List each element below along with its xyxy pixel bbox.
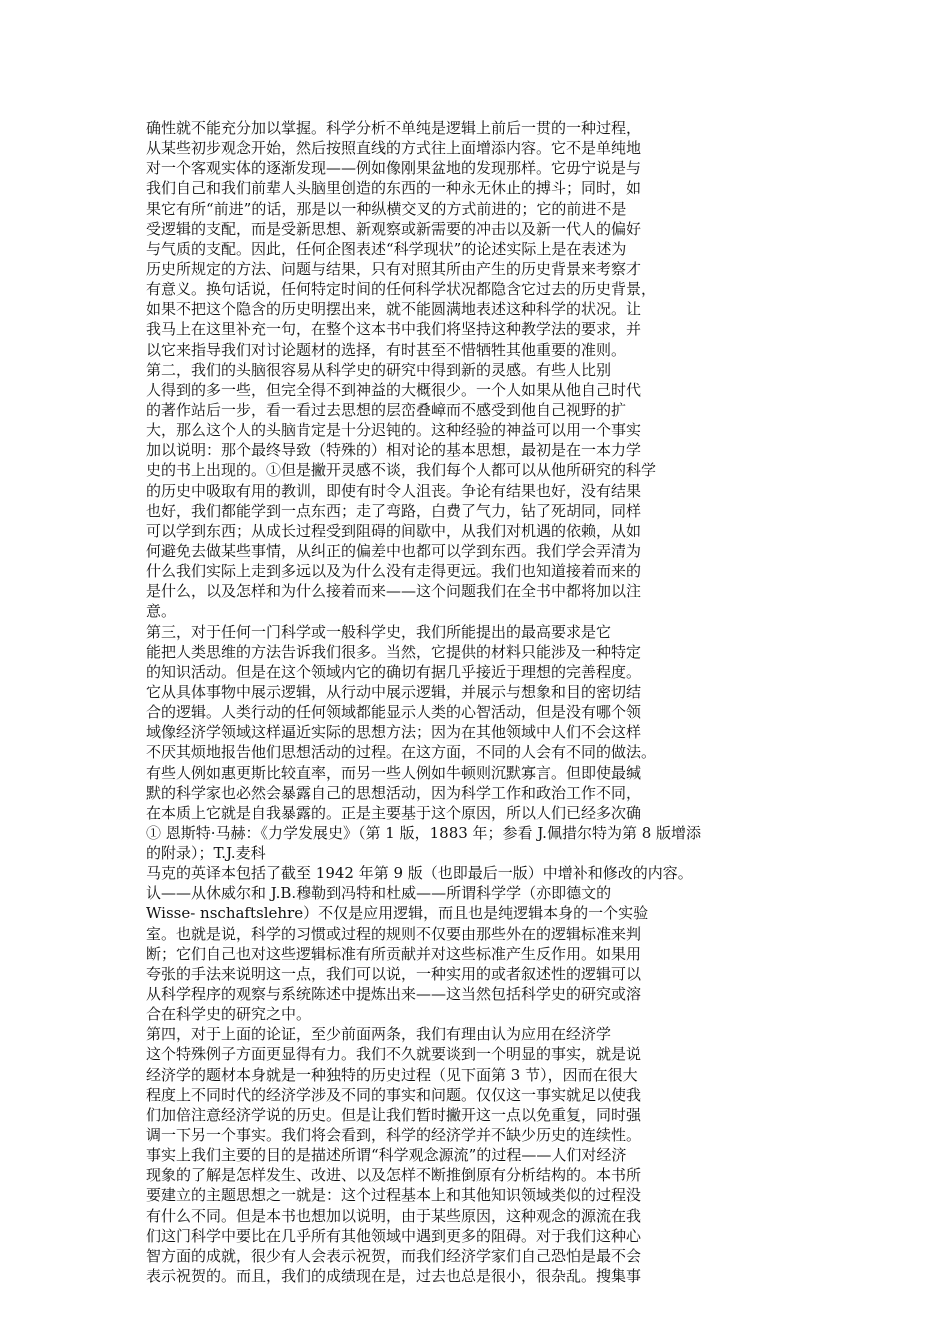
text-line: 何避免去做某些事情，从纠正的偏差中也都可以学到东西。我们学会弄清为 [146,541,642,560]
text-line: 第四，对于上面的论证，至少前面两条，我们有理由认为应用在经济学 [146,1025,612,1044]
text-line: 从某些初步观念开始，然后按照直线的方式往上面增添内容。它不是单纯地 [146,139,642,158]
text-line: 史的书上出现的。①但是撇开灵感不谈，我们每个人都可以从他所研究的科学 [146,461,657,480]
text-line: 现象的了解是怎样发生、改进、以及怎样不断推倒原有分析结构的。本书所 [146,1166,642,1185]
document-body [146,118,766,1306]
text-line: 确性就不能充分加以掌握。科学分析不单纯是逻辑上前后一贯的一种过程， [146,119,642,137]
text-line: 与气质的支配。因此，任何企图表述“科学现状”的论述实际上是在表述为 [146,239,627,258]
text-line: 能把人类思维的方法告诉我们很多。当然，它提供的材料只能涉及一种特定 [146,642,642,661]
text-line: 大，那么这个人的头脑肯定是十分迟钝的。这种经验的神益可以用一个事实 [146,421,642,440]
text-line: 对一个客观实体的逐渐发现——例如像刚果盆地的发现那样。它毋宁说是与 [146,159,642,178]
text-line: 合的逻辑。人类行动的任何领域都能显示人类的心智活动，但是没有哪个领 [146,703,642,722]
text-line: 认——从休威尔和 J.B.穆勒到冯特和杜威——所谓科学学（亦即德文的 [146,884,612,903]
text-line: 程度上不同时代的经济学涉及不同的事实和问题。仅仅这一事实就足以使我 [146,1085,642,1104]
text-line: 经济学的题材本身就是一种独特的历史过程（见下面第 3 节），因而在很大 [146,1065,638,1084]
text-line: 人得到的多一些，但完全得不到神益的大概很少。一个人如果从他自己时代 [146,380,642,399]
text-line: 有什么不同。但是本书也想加以说明，由于某些原因，这种观念的源流在我 [146,1206,642,1225]
text-line: 从科学程序的观察与系统陈述中提炼出来——这当然包括科学史的研究或溶 [146,985,642,1004]
text-line: 室。也就是说，科学的习惯或过程的规则不仅要由那些外在的逻辑标准来判 [146,924,642,943]
text-line: 断；它们自己也对这些逻辑标准有所贡献并对这些标准产生反作用。如果用 [146,944,642,963]
text-line: 可以学到东西；从成长过程受到阻碍的间歇中，从我们对机遇的依赖，从如 [146,521,642,540]
text-line: 们加倍注意经济学说的历史。但是让我们暂时撇开这一点以免重复，同时强 [146,1105,642,1124]
text-line: 第三，对于任何一门科学或一般科学史，我们所能提出的最高要求是它 [146,622,612,641]
text-line: 以它来指导我们对讨论题材的选择，有时甚至不惜牺牲其他重要的准则。 [146,340,627,359]
text-line: 不厌其烦地报告他们思想活动的过程。在这方面，不同的人会有不同的做法。 [146,743,657,762]
text-line: 什么我们实际上走到多远以及为什么没有走得更远。我们也知道接着而来的 [146,562,642,581]
text-line: 的历史中吸取有用的教训，即使有时令人沮丧。争论有结果也好，没有结果 [146,481,642,500]
text-line: 历史所规定的方法、问题与结果，只有对照其所由产生的历史背景来考察才 [146,259,642,278]
text-line: 要建立的主题思想之一就是：这个过程基本上和其他知识领域类似的过程没 [146,1186,642,1205]
text-line: 智方面的成就，很少有人会表示祝贺，而我们经济学家们自己恐怕是最不会 [146,1246,642,1265]
text-line: Wisse- nschaftslehre）不仅是应用逻辑，而且也是纯逻辑本身的一个实验 [146,904,649,923]
text-line: 加以说明：那个最终导致（特殊的）相对论的基本思想，最初是在一本力学 [146,441,642,460]
text-line: 这个特殊例子方面更显得有力。我们不久就要谈到一个明显的事实，就是说 [146,1045,642,1064]
text-line: 事实上我们主要的目的是描述所谓“科学观念源流”的过程——人们对经济 [146,1146,627,1165]
text-line: 的著作站后一步，看一看过去思想的层峦叠嶂而不感受到他自己视野的扩 [146,400,627,419]
text-line: 的知识活动。但是在这个领域内它的确切有据几乎接近于理想的完善程度。 [146,662,642,681]
text-line: 夸张的手法来说明这一点，我们可以说，一种实用的或者叙述性的逻辑可以 [146,964,642,983]
text-line [146,1286,766,1306]
text-line: 第二，我们的头脑很容易从科学史的研究中得到新的灵感。有些人比别 [146,360,612,379]
text-line: 表示祝贺的。而且，我们的成绩现在是，过去也总是很小，很杂乱。搜集事 [146,1267,642,1286]
text-line: 我们自己和我们前辈人头脑里创造的东西的一种永无休止的搏斗；同时，如 [146,179,642,198]
text-line: 我马上在这里补充一句，在整个这本书中我们将坚持这种教学法的要求，并 [146,320,642,339]
text-line: 如果不把这个隐含的历史明摆出来，就不能圆满地表述这种科学的状况。让 [146,300,642,319]
text-line: 有意义。换句话说，任何特定时间的任何科学状况都隐含它过去的历史背景， [146,280,657,299]
text-line: 果它有所“前进”的话，那是以一种纵横交叉的方式前进的；它的前进不是 [146,199,627,218]
text-line: 合在科学史的研究之中。 [146,1005,312,1024]
text-line: 是什么，以及怎样和为什么接着而来——这个问题我们在全书中都将加以注 [146,582,642,601]
footnote-line: 的附录）；T.J.麦科 [146,844,266,863]
text-line: 受逻辑的支配，而是受新思想、新观察或新需要的冲击以及新一代人的偏好 [146,219,642,238]
text-line: 调一下另一个事实。我们将会看到，科学的经济学并不缺少历史的连续性。 [146,1126,642,1145]
text-line: 们这门科学中要比在几乎所有其他领域中遇到更多的阻碍。对于我们这种心 [146,1226,642,1245]
text-line: 也好，我们都能学到一点东西；走了弯路，白费了气力，钻了死胡同，同样 [146,501,642,520]
footnote-line: ① 恩斯特·马赫：《力学发展史》（第 1 版，1883 年；参看 J.佩措尔特为第 8 版增添 [146,823,702,842]
text-line: 有些人例如惠更斯比较直率，而另一些人例如牛顿则沉默寡言。但即使最缄 [146,763,642,782]
footnote-line: 马克的英译本包括了截至 1942 年第 9 版（也即最后一版）中增补和修改的内容。 [146,864,693,883]
text-line: 在本质上它就是自我暴露的。正是主要基于这个原因，所以人们已经多次确 [146,803,642,822]
text-line: 默的科学家也必然会暴露自己的思想活动，因为科学工作和政治工作不同， [146,783,642,802]
text-line: 它从具体事物中展示逻辑，从行动中展示逻辑，并展示与想象和目的密切结 [146,682,642,701]
text-line: 域像经济学领域这样逼近实际的思想方法；因为在其他领域中人们不会这样 [146,723,642,742]
text-line: 意。 [146,602,177,621]
